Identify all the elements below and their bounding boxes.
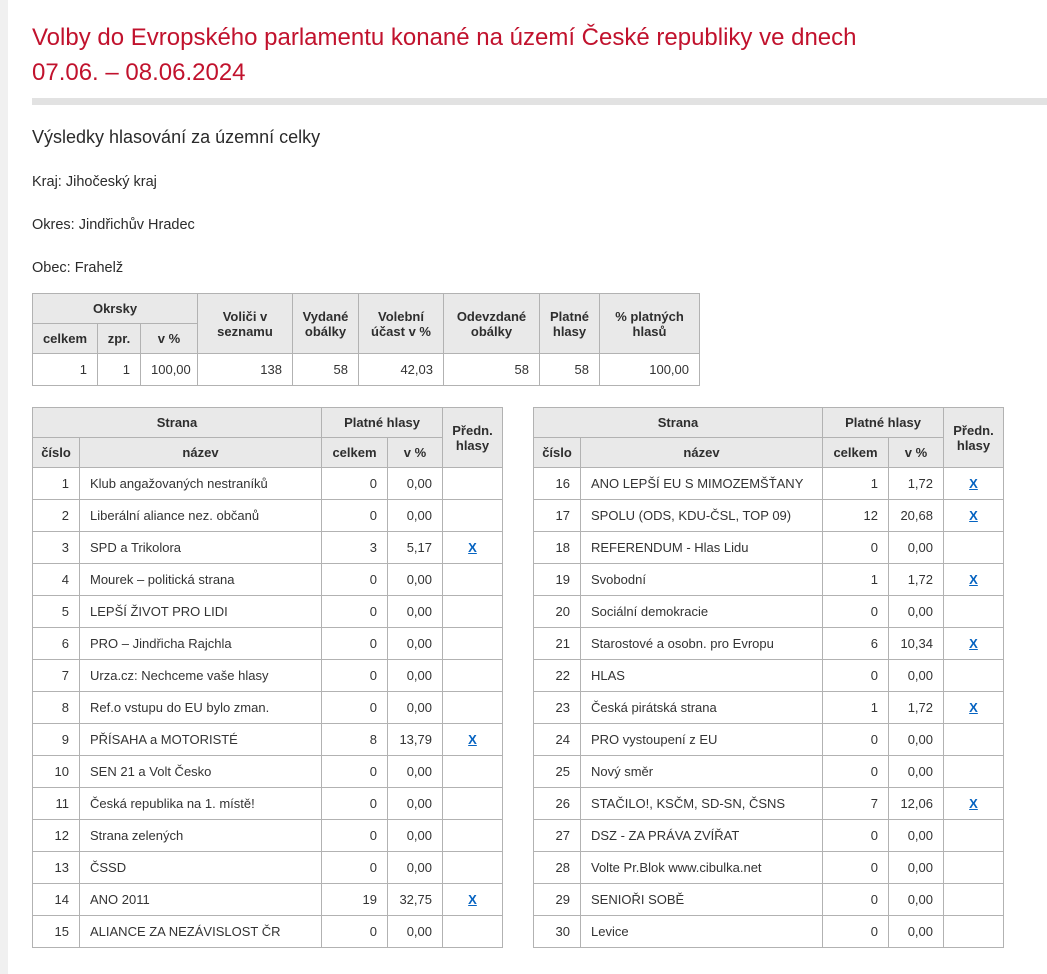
- party-header-row-2: [33, 438, 503, 468]
- party-number: 1: [33, 468, 80, 500]
- party-number: 18: [534, 532, 581, 564]
- party-name: SEN 21 a Volt Česko: [80, 756, 322, 788]
- party-name: Liberální aliance nez. občanů: [80, 500, 322, 532]
- obec-label: Obec: Frahelž: [32, 260, 124, 276]
- okrsky-group-header: Okrsky: [33, 294, 198, 324]
- votes-total: 0: [322, 628, 388, 660]
- cislo-header: číslo: [534, 438, 581, 468]
- summary-header-row-1: [33, 294, 700, 324]
- votes-total: 0: [322, 692, 388, 724]
- votes-percent: 0,00: [388, 756, 443, 788]
- pref-votes-cell: [944, 788, 1004, 820]
- votes-total: 0: [823, 756, 889, 788]
- votes-total: 1: [823, 692, 889, 724]
- pref-votes-cell: [443, 596, 503, 628]
- party-row: [33, 692, 503, 724]
- votes-total: 0: [322, 468, 388, 500]
- votes-total: 0: [322, 596, 388, 628]
- votes-percent: 0,00: [889, 596, 944, 628]
- party-header-row-2: [534, 438, 1004, 468]
- party-name: DSZ - ZA PRÁVA ZVÍŘAT: [581, 820, 823, 852]
- votes-percent: 0,00: [388, 692, 443, 724]
- votes-percent: 0,00: [388, 660, 443, 692]
- party-name: Ref.o vstupu do EU bylo zman.: [80, 692, 322, 724]
- party-name: ČSSD: [80, 852, 322, 884]
- pref-votes-link[interactable]: X: [969, 508, 978, 523]
- okrsky-celkem-value: 1: [33, 354, 98, 386]
- party-number: 21: [534, 628, 581, 660]
- party-name: Volte Pr.Blok www.cibulka.net: [581, 852, 823, 884]
- votes-percent: 0,00: [889, 756, 944, 788]
- votes-percent: 0,00: [889, 724, 944, 756]
- votes-percent: 0,00: [388, 564, 443, 596]
- pref-votes-link[interactable]: X: [969, 572, 978, 587]
- party-name: REFERENDUM - Hlas Lidu: [581, 532, 823, 564]
- votes-total: 0: [322, 852, 388, 884]
- party-row: [534, 532, 1004, 564]
- party-name: Sociální demokracie: [581, 596, 823, 628]
- pref-votes-cell: [944, 660, 1004, 692]
- pref-votes-cell: [944, 916, 1004, 948]
- party-row: [33, 564, 503, 596]
- party-number: 16: [534, 468, 581, 500]
- vydane-obalky-header: Vydané obálky: [293, 294, 359, 354]
- party-name: STAČILO!, KSČM, SD-SN, ČSNS: [581, 788, 823, 820]
- party-row: [534, 596, 1004, 628]
- page-title: [32, 20, 1047, 90]
- pref-votes-cell: [944, 724, 1004, 756]
- section-heading: Výsledky hlasování za územní celky: [32, 127, 321, 147]
- party-name: SPD a Trikolora: [80, 532, 322, 564]
- pref-votes-cell: [443, 756, 503, 788]
- votes-total: 0: [322, 916, 388, 948]
- platne-hlasy-group-header: Platné hlasy: [322, 408, 443, 438]
- party-name: LEPŠÍ ŽIVOT PRO LIDI: [80, 596, 322, 628]
- party-number: 4: [33, 564, 80, 596]
- party-name: PRO – Jindřicha Rajchla: [80, 628, 322, 660]
- party-row: [33, 596, 503, 628]
- party-row: [33, 852, 503, 884]
- pref-votes-cell: [443, 468, 503, 500]
- pref-votes-cell: [944, 596, 1004, 628]
- party-name: Česká republika na 1. místě!: [80, 788, 322, 820]
- nazev-header: název: [80, 438, 322, 468]
- votes-percent: 1,72: [889, 468, 944, 500]
- votes-total: 0: [322, 788, 388, 820]
- page-content: [0, 20, 1047, 948]
- party-number: 11: [33, 788, 80, 820]
- party-row: [534, 692, 1004, 724]
- party-name: ANO 2011: [80, 884, 322, 916]
- party-number: 2: [33, 500, 80, 532]
- party-row: [534, 500, 1004, 532]
- votes-total: 12: [823, 500, 889, 532]
- votes-total: 8: [322, 724, 388, 756]
- party-row: [33, 468, 503, 500]
- votes-total: 0: [823, 820, 889, 852]
- celkem-header: celkem: [823, 438, 889, 468]
- pref-votes-cell: [443, 564, 503, 596]
- vydane-obalky-value: 58: [293, 354, 359, 386]
- volebni-ucast-value: 42,03: [359, 354, 444, 386]
- okrsky-zpr-value: 1: [98, 354, 141, 386]
- party-row: [33, 916, 503, 948]
- odevzdane-obalky-value: 58: [444, 354, 540, 386]
- okrsky-celkem-header: celkem: [33, 324, 98, 354]
- votes-total: 19: [322, 884, 388, 916]
- votes-percent: 0,00: [889, 852, 944, 884]
- okres-label: Okres: Jindřichův Hradec: [32, 217, 195, 233]
- okrsky-zpr-header: zpr.: [98, 324, 141, 354]
- votes-total: 1: [823, 564, 889, 596]
- party-number: 28: [534, 852, 581, 884]
- party-row: [33, 532, 503, 564]
- votes-percent: 0,00: [388, 788, 443, 820]
- party-row: [33, 820, 503, 852]
- party-number: 30: [534, 916, 581, 948]
- party-name: Nový směr: [581, 756, 823, 788]
- party-number: 24: [534, 724, 581, 756]
- votes-total: 0: [322, 564, 388, 596]
- party-name: Starostové a osobn. pro Evropu: [581, 628, 823, 660]
- pref-votes-cell: [944, 532, 1004, 564]
- party-row: [534, 852, 1004, 884]
- page-title-line1: Volby do Evropského parlamentu konané na území České republiky ve dnech: [32, 24, 857, 51]
- party-row: [534, 756, 1004, 788]
- party-name: Levice: [581, 916, 823, 948]
- predn-hlasy-header: Předn. hlasy: [443, 408, 503, 468]
- votes-total: 0: [322, 820, 388, 852]
- party-number: 15: [33, 916, 80, 948]
- party-name: Urza.cz: Nechceme vaše hlasy: [80, 660, 322, 692]
- votes-percent: 13,79: [388, 724, 443, 756]
- party-row: [534, 884, 1004, 916]
- party-name: ANO LEPŠÍ EU S MIMOZEMŠŤANY: [581, 468, 823, 500]
- pref-votes-cell: [944, 692, 1004, 724]
- votes-percent: 0,00: [388, 500, 443, 532]
- pref-votes-cell: [443, 500, 503, 532]
- odevzdane-obalky-header: Odevzdané obálky: [444, 294, 540, 354]
- votes-percent: 20,68: [889, 500, 944, 532]
- votes-percent: 32,75: [388, 884, 443, 916]
- pref-votes-cell: [944, 820, 1004, 852]
- votes-percent: 0,00: [889, 916, 944, 948]
- pref-votes-cell: [443, 788, 503, 820]
- party-row: [534, 628, 1004, 660]
- pref-votes-link[interactable]: X: [969, 476, 978, 491]
- pref-votes-link[interactable]: X: [969, 636, 978, 651]
- party-number: 20: [534, 596, 581, 628]
- pref-votes-cell: [443, 820, 503, 852]
- votes-percent: 0,00: [388, 628, 443, 660]
- votes-total: 0: [823, 660, 889, 692]
- pref-votes-cell: [443, 884, 503, 916]
- votes-percent: 10,34: [889, 628, 944, 660]
- party-row: [534, 564, 1004, 596]
- party-row: [33, 500, 503, 532]
- pref-votes-cell: [944, 756, 1004, 788]
- votes-total: 0: [823, 852, 889, 884]
- title-divider: [32, 98, 1047, 105]
- party-number: 6: [33, 628, 80, 660]
- okrsky-vpct-header: v %: [141, 324, 198, 354]
- votes-total: 0: [823, 916, 889, 948]
- pct-platnych-hlasu-header: % platných hlasů: [600, 294, 700, 354]
- party-number: 26: [534, 788, 581, 820]
- party-number: 8: [33, 692, 80, 724]
- platne-hlasy-value: 58: [540, 354, 600, 386]
- pref-votes-cell: [443, 852, 503, 884]
- pref-votes-link[interactable]: X: [468, 892, 477, 907]
- party-number: 9: [33, 724, 80, 756]
- pref-votes-link[interactable]: X: [468, 732, 477, 747]
- votes-total: 0: [322, 500, 388, 532]
- party-number: 14: [33, 884, 80, 916]
- pref-votes-cell: [443, 660, 503, 692]
- party-number: 27: [534, 820, 581, 852]
- strana-group-header: Strana: [33, 408, 322, 438]
- pref-votes-cell: [443, 724, 503, 756]
- party-row: [534, 660, 1004, 692]
- party-name: Mourek – politická strana: [80, 564, 322, 596]
- pref-votes-cell: [443, 916, 503, 948]
- party-row: [33, 660, 503, 692]
- pref-votes-link[interactable]: X: [969, 700, 978, 715]
- votes-total: 0: [322, 756, 388, 788]
- party-name: Strana zelených: [80, 820, 322, 852]
- party-number: 29: [534, 884, 581, 916]
- party-name: PRO vystoupení z EU: [581, 724, 823, 756]
- votes-percent: 0,00: [388, 820, 443, 852]
- pct-platnych-hlasu-value: 100,00: [600, 354, 700, 386]
- party-row: [33, 884, 503, 916]
- votes-total: 0: [823, 884, 889, 916]
- page-title-line2: 07.06. – 08.06.2024: [32, 59, 246, 86]
- pref-votes-cell: [443, 532, 503, 564]
- party-name: SENIOŘI SOBĚ: [581, 884, 823, 916]
- pref-votes-cell: [944, 468, 1004, 500]
- party-name: PŘÍSAHA a MOTORISTÉ: [80, 724, 322, 756]
- pref-votes-link[interactable]: X: [468, 540, 477, 555]
- party-row: [534, 788, 1004, 820]
- party-number: 3: [33, 532, 80, 564]
- party-name: HLAS: [581, 660, 823, 692]
- cislo-header: číslo: [33, 438, 80, 468]
- pref-votes-link[interactable]: X: [969, 796, 978, 811]
- party-number: 10: [33, 756, 80, 788]
- votes-total: 0: [322, 660, 388, 692]
- votes-percent: 0,00: [889, 532, 944, 564]
- votes-total: 0: [823, 596, 889, 628]
- party-number: 7: [33, 660, 80, 692]
- votes-percent: 0,00: [889, 820, 944, 852]
- votes-percent: 5,17: [388, 532, 443, 564]
- party-row: [534, 820, 1004, 852]
- party-number: 23: [534, 692, 581, 724]
- party-number: 19: [534, 564, 581, 596]
- platne-hlasy-header: Platné hlasy: [540, 294, 600, 354]
- party-header-row-1: [534, 408, 1004, 438]
- party-name: SPOLU (ODS, KDU-ČSL, TOP 09): [581, 500, 823, 532]
- party-row: [534, 916, 1004, 948]
- page-left-margin-strip: [0, 0, 8, 974]
- party-name: Svobodní: [581, 564, 823, 596]
- party-number: 5: [33, 596, 80, 628]
- pref-votes-cell: [944, 852, 1004, 884]
- votes-percent: 0,00: [889, 884, 944, 916]
- celkem-header: celkem: [322, 438, 388, 468]
- kraj-label: Kraj: Jihočeský kraj: [32, 174, 157, 190]
- okrsky-vpct-value: 100,00: [141, 354, 198, 386]
- votes-percent: 0,00: [388, 916, 443, 948]
- votes-percent: 12,06: [889, 788, 944, 820]
- party-row: [33, 788, 503, 820]
- pref-votes-cell: [443, 628, 503, 660]
- party-results-table-left: [32, 407, 503, 948]
- votes-total: 0: [823, 724, 889, 756]
- predn-hlasy-header: Předn. hlasy: [944, 408, 1004, 468]
- volici-v-seznamu-value: 138: [198, 354, 293, 386]
- party-name: Česká pirátská strana: [581, 692, 823, 724]
- strana-group-header: Strana: [534, 408, 823, 438]
- party-name: Klub angažovaných nestraníků: [80, 468, 322, 500]
- party-row: [33, 756, 503, 788]
- party-number: 22: [534, 660, 581, 692]
- party-results-table-right: [533, 407, 1004, 948]
- votes-total: 0: [823, 532, 889, 564]
- votes-total: 6: [823, 628, 889, 660]
- volebni-ucast-header: Volební účast v %: [359, 294, 444, 354]
- platne-hlasy-group-header: Platné hlasy: [823, 408, 944, 438]
- summary-data-row: [33, 354, 700, 386]
- party-row: [33, 628, 503, 660]
- pref-votes-cell: [944, 564, 1004, 596]
- pref-votes-cell: [944, 628, 1004, 660]
- pref-votes-cell: [944, 884, 1004, 916]
- votes-percent: 0,00: [889, 660, 944, 692]
- party-tables-row: [32, 407, 1047, 948]
- votes-total: 7: [823, 788, 889, 820]
- party-row: [33, 724, 503, 756]
- party-number: 13: [33, 852, 80, 884]
- nazev-header: název: [581, 438, 823, 468]
- volici-v-seznamu-header: Voliči v seznamu: [198, 294, 293, 354]
- votes-total: 1: [823, 468, 889, 500]
- party-row: [534, 724, 1004, 756]
- pref-votes-cell: [944, 500, 1004, 532]
- votes-percent: 1,72: [889, 692, 944, 724]
- turnout-summary-table: [32, 293, 700, 386]
- party-number: 17: [534, 500, 581, 532]
- party-header-row-1: [33, 408, 503, 438]
- pref-votes-cell: [443, 692, 503, 724]
- votes-percent: 0,00: [388, 468, 443, 500]
- vpct-header: v %: [388, 438, 443, 468]
- party-row: [534, 468, 1004, 500]
- votes-percent: 1,72: [889, 564, 944, 596]
- votes-percent: 0,00: [388, 852, 443, 884]
- party-number: 12: [33, 820, 80, 852]
- vpct-header: v %: [889, 438, 944, 468]
- votes-percent: 0,00: [388, 596, 443, 628]
- votes-total: 3: [322, 532, 388, 564]
- party-number: 25: [534, 756, 581, 788]
- party-name: ALIANCE ZA NEZÁVISLOST ČR: [80, 916, 322, 948]
